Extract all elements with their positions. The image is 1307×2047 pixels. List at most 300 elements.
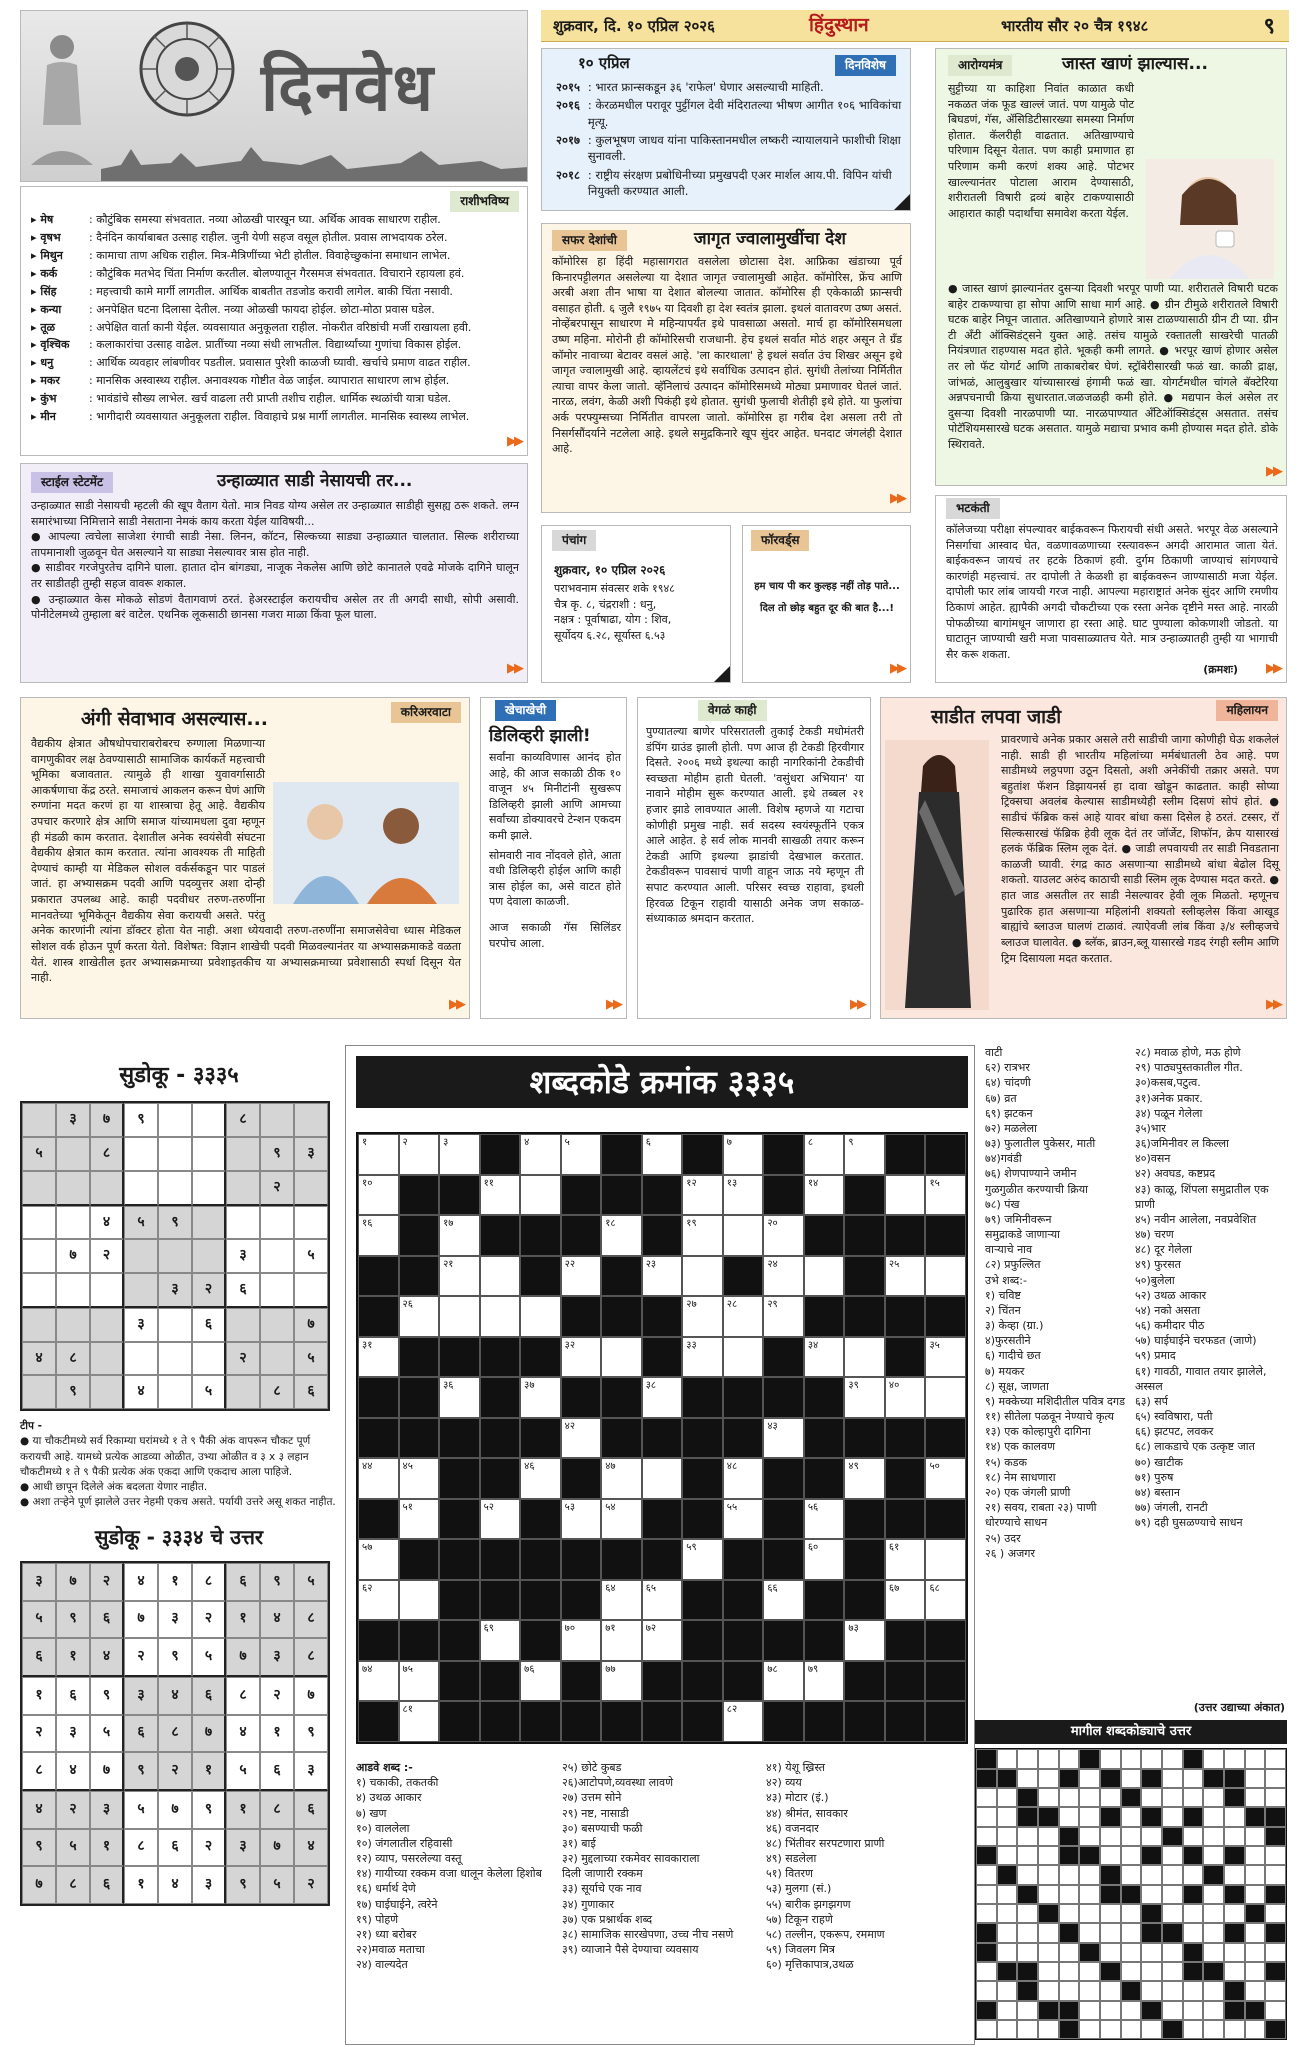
previous-answer-cell (976, 1943, 997, 1962)
sudoku-cell[interactable] (192, 1239, 226, 1273)
crossword-cell[interactable] (480, 1175, 521, 1216)
crossword-cell[interactable] (561, 1620, 602, 1661)
sudoku-cell[interactable] (56, 1308, 90, 1342)
forwards-text (751, 580, 903, 616)
sudoku-cell[interactable] (226, 1137, 260, 1171)
down-clue: ६४) चांदणी (985, 1076, 1031, 1090)
crossword-cell[interactable] (520, 1296, 561, 1337)
previous-answer-cell (1100, 1943, 1121, 1962)
read-more-icon: ▶▶ (449, 996, 463, 1012)
crossword-cell[interactable] (682, 1175, 723, 1216)
crossword-cell[interactable] (682, 1337, 723, 1378)
crossword-black-cell (439, 1418, 480, 1459)
crossword-cell[interactable] (925, 1256, 966, 1297)
sudoku-cell[interactable] (260, 1308, 294, 1342)
sudoku-cell[interactable] (90, 1342, 124, 1376)
sudoku-cell[interactable] (56, 1137, 90, 1171)
crossword-black-cell (561, 1175, 602, 1216)
clue-number: ४९ (848, 1461, 859, 1473)
read-more-icon: ▶▶ (1266, 463, 1280, 479)
sudoku-answer-cell: ६ (192, 1677, 226, 1715)
previous-answer-cell (1100, 1749, 1121, 1768)
previous-answer-grid (975, 1748, 1287, 2040)
clue-number: ७० (564, 1623, 576, 1635)
crossword-cell[interactable] (561, 1256, 602, 1297)
crossword-black-cell (399, 1377, 440, 1418)
sudoku-cell[interactable] (260, 1239, 294, 1273)
previous-answer-cell (1079, 1923, 1100, 1942)
previous-answer-cell (1265, 1981, 1286, 2000)
crossword-cell[interactable] (399, 1661, 440, 1702)
read-more-icon: ▶▶ (1266, 660, 1280, 676)
previous-answer-cell (1162, 1943, 1183, 1962)
crossword-cell[interactable] (804, 1661, 845, 1702)
sudoku-cell[interactable] (226, 1375, 260, 1409)
crossword-cell[interactable] (358, 1337, 399, 1378)
down-clue: वाटी (985, 1046, 1003, 1059)
crossword-cell[interactable] (399, 1458, 440, 1499)
zodiac-prediction: : कौटुंबिक मतभेद चिंता निर्माण करतील. बोलण्यातून गैरसमज संभवतात. विचाराने रहायला हवं. (89, 266, 465, 280)
previous-answer-cell (1059, 1943, 1080, 1962)
kariyar-tag: करिअरवाटा (391, 702, 461, 723)
clue-number: ४७ (605, 1461, 616, 1473)
sudoku-cell: ५ (124, 1206, 158, 1240)
previous-answer-cell (1100, 1885, 1121, 1904)
previous-answer-cell (1162, 1865, 1183, 1884)
khechakhechi-box (480, 697, 627, 1019)
sudoku-cell[interactable] (22, 1375, 56, 1409)
crossword-cell[interactable] (399, 1701, 440, 1742)
sudoku-cell[interactable] (22, 1206, 56, 1240)
crossword-cell[interactable] (520, 1661, 561, 1702)
previous-answer-cell (1162, 1885, 1183, 1904)
crossword-cell[interactable] (439, 1215, 480, 1256)
crossword-cell[interactable] (804, 1256, 845, 1297)
sudoku-cell[interactable] (294, 1103, 328, 1137)
crossword-cell[interactable] (804, 1175, 845, 1216)
crossword-cell[interactable] (399, 1134, 440, 1175)
crossword-black-cell (804, 1377, 845, 1418)
crossword-cell[interactable] (561, 1134, 602, 1175)
event-text: : केरळमधील परावूर पुट्टींगल देवी मंदिरातल्या भीषण आगीत १०६ भाविकांचा मृत्यू. (587, 98, 902, 129)
clue-number: ५५ (726, 1501, 738, 1513)
read-more-icon: ▶▶ (507, 433, 521, 449)
crossword-cell[interactable] (358, 1539, 399, 1580)
crossword-cell[interactable] (561, 1337, 602, 1378)
crossword-cell[interactable] (723, 1499, 764, 1540)
clue-number: ११ (483, 1177, 494, 1189)
crossword-cell[interactable] (601, 1620, 642, 1661)
crossword-cell[interactable] (642, 1134, 683, 1175)
crossword-black-cell (925, 1296, 966, 1337)
crossword-cell[interactable] (601, 1215, 642, 1256)
sudoku-cell[interactable] (22, 1308, 56, 1342)
crossword-cell[interactable] (480, 1296, 521, 1337)
crossword-cell[interactable] (520, 1134, 561, 1175)
sudoku-cell[interactable] (124, 1273, 158, 1308)
crossword-cell[interactable] (358, 1661, 399, 1702)
sudoku-cell[interactable] (124, 1171, 158, 1206)
crossword-cell[interactable] (439, 1377, 480, 1418)
down-clue: ४०)वसन (1135, 1152, 1171, 1166)
sudoku-answer-cell: ७ (294, 1677, 328, 1715)
crossword-cell[interactable] (723, 1134, 764, 1175)
crossword-black-cell (642, 1499, 683, 1540)
crossword-cell[interactable] (520, 1458, 561, 1499)
brand-logo: हिंदुस्थान (809, 14, 869, 36)
previous-answer-cell (1038, 1788, 1059, 1807)
crossword-cell[interactable] (885, 1539, 926, 1580)
down-clue: २१) सवय, राबता २३) पाणी धोरण्याचे साधन (985, 1501, 1097, 1530)
sudoku-cell[interactable] (22, 1239, 56, 1273)
sudoku-cell[interactable] (192, 1206, 226, 1240)
clue-number: १८ (605, 1218, 616, 1230)
crossword-black-cell (399, 1620, 440, 1661)
previous-answer-cell (1203, 1885, 1224, 1904)
sudoku-cell[interactable] (260, 1103, 294, 1137)
clue-number: ७२ (645, 1623, 657, 1635)
sudoku-cell[interactable] (90, 1273, 124, 1308)
crossword-cell[interactable] (723, 1215, 764, 1256)
crossword-black-cell (885, 1296, 926, 1337)
crossword-cell[interactable] (358, 1580, 399, 1621)
previous-answer-cell (1224, 2001, 1245, 2020)
sudoku-answer-cell: ४ (90, 1638, 124, 1677)
crossword-cell[interactable] (844, 1620, 885, 1661)
sudoku-answer-cell: ८ (294, 1638, 328, 1677)
clue-number: २९ (767, 1299, 778, 1311)
horoscope-item (31, 301, 521, 319)
crossword-cell[interactable] (723, 1296, 764, 1337)
crossword-cell[interactable] (723, 1701, 764, 1742)
crossword-cell[interactable] (358, 1134, 399, 1175)
sudoku-cell[interactable] (260, 1273, 294, 1308)
sudoku-answer-cell: ८ (124, 1829, 158, 1867)
crossword-cell[interactable] (642, 1377, 683, 1418)
previous-answer-cell (1038, 1846, 1059, 1865)
across-clue: १०) जंगलातील रहिवासी (356, 1836, 453, 1850)
sudoku-cell[interactable] (158, 1239, 192, 1273)
previous-answer-cell (1038, 1981, 1059, 2000)
sudoku-cell: ९ (260, 1137, 294, 1171)
khechakhechi-para: सोमवारी नाव नोंदवले होते, आता वधी डिलिव्हरी होईल आणि काही त्रास होईल का, असे वाटत होते पण देवाला काळजी. (489, 848, 621, 909)
previous-answer-cell (1141, 1788, 1162, 1807)
previous-answer-cell (1245, 1943, 1266, 1962)
clue-number: २६ (402, 1299, 413, 1311)
down-clue: ५६) कमीदार पीठ (1135, 1319, 1205, 1333)
sudoku-cell[interactable] (192, 1171, 226, 1206)
sudoku-cell[interactable] (158, 1342, 192, 1376)
down-clue: ६६) झटपट, लवकर (1135, 1425, 1214, 1439)
style-box (20, 463, 528, 683)
crossword-cell[interactable] (844, 1337, 885, 1378)
arogya-intro: सुट्टीच्या या काहिशा निवांत काळात कधी नकळत जंक फूड खाल्लं जातं. पण यामुळे पोट बिघडणं, गॅस, ॲसिडिटीसारख्या समस्या निर्माण होतात. कॅलरीही वाढतात. अतिखाण्याचे परिणाम दिसून येतात. पण काही प्रमाणात हा परिणाम कमी करणं शक्य आहे. पोटभर खाल्ल्यानंतर पोटाला आराम देण्यासाठी, शरीरातली विषारी द्रव्यं बाहेर टाकण्यासाठी आहारात काही पदार्थांचा समावेश करता येईल. (948, 82, 1134, 220)
clue-number: ५१ (402, 1501, 413, 1513)
crossword-cell[interactable] (480, 1620, 521, 1661)
crossword-cell[interactable] (844, 1458, 885, 1499)
crossword-cell[interactable] (885, 1580, 926, 1621)
crossword-black-cell (925, 1620, 966, 1661)
sudoku-grid[interactable] (20, 1101, 330, 1411)
crossword-black-cell (804, 1418, 845, 1459)
crossword-cell[interactable] (682, 1539, 723, 1580)
sudoku-cell: ८ (90, 1137, 124, 1171)
crossword-cell[interactable] (763, 1580, 804, 1621)
sudoku-cell[interactable] (226, 1171, 260, 1206)
crossword-cell[interactable] (804, 1499, 845, 1540)
crossword-cell[interactable] (480, 1256, 521, 1297)
sudoku-answer-title: सुडोकू - ३३३४ चे उत्तर (94, 1524, 264, 1549)
down-clue: ७) मयकर (985, 1364, 1025, 1378)
crossword-cell[interactable] (682, 1256, 723, 1297)
previous-answer-cell (1079, 2001, 1100, 2020)
header-saka-date: भारतीय सौर २० चैत्र १९४८ (1001, 17, 1149, 35)
clue-number: ४४ (362, 1461, 373, 1473)
crossword-cell[interactable] (682, 1296, 723, 1337)
across-clue: १७) घाईघाईने, त्वरेने (356, 1897, 438, 1911)
crossword-black-cell (480, 1134, 521, 1175)
previous-answer-cell (1038, 2001, 1059, 2020)
crossword-cell[interactable] (520, 1175, 561, 1216)
corner-marker (894, 194, 910, 210)
crossword-cell[interactable] (642, 1458, 683, 1499)
sudoku-section (20, 1060, 338, 1906)
crossword-cell[interactable] (723, 1175, 764, 1216)
crossword-cell[interactable] (480, 1499, 521, 1540)
sudoku-answer-cell: १ (158, 1563, 192, 1601)
sudoku-cell[interactable] (124, 1239, 158, 1273)
tips-title: टीप - (20, 1420, 42, 1433)
crossword-cell[interactable] (723, 1337, 764, 1378)
crossword-cell[interactable] (763, 1215, 804, 1256)
crossword-cell[interactable] (925, 1377, 966, 1418)
crossword-cell[interactable] (561, 1418, 602, 1459)
previous-answer-cell (1224, 1962, 1245, 1981)
crossword-cell[interactable] (561, 1499, 602, 1540)
crossword-cell[interactable] (520, 1377, 561, 1418)
sudoku-cell[interactable] (294, 1273, 328, 1308)
crossword-black-cell (885, 1661, 926, 1702)
read-more-icon: ▶▶ (1266, 996, 1280, 1012)
page-header (541, 10, 1289, 42)
previous-answer-cell (1100, 1769, 1121, 1788)
panchang-line: चैत्र कृ. ८, चंद्रराशी : धनु, (554, 597, 657, 611)
crossword-cell[interactable] (601, 1499, 642, 1540)
crossword-cell[interactable] (804, 1539, 845, 1580)
down-clue: ७९) जमिनीवरून (985, 1212, 1052, 1226)
crossword-cell[interactable] (804, 1134, 845, 1175)
clue-number: ५९ (686, 1542, 697, 1554)
sudoku-cell: ९ (124, 1103, 158, 1137)
crossword-cell[interactable] (925, 1337, 966, 1378)
sudoku-cell[interactable] (90, 1375, 124, 1409)
sudoku-answer-grid (20, 1561, 330, 1906)
crossword-cell[interactable] (439, 1296, 480, 1337)
previous-answer-cell (976, 1962, 997, 1981)
previous-answer-cell (1183, 1788, 1204, 1807)
sudoku-cell[interactable] (56, 1273, 90, 1308)
crossword-black-cell (844, 1580, 885, 1621)
previous-answer-cell (1100, 2020, 1121, 2039)
sudoku-cell: ३ (294, 1137, 328, 1171)
sudoku-answer-cell: ९ (192, 1791, 226, 1829)
crossword-cell[interactable] (804, 1337, 845, 1378)
clue-number: ७८ (767, 1663, 778, 1675)
sudoku-cell[interactable] (124, 1137, 158, 1171)
sudoku-cell[interactable] (90, 1171, 124, 1206)
crossword-black-cell (763, 1377, 804, 1418)
crossword-cell[interactable] (642, 1580, 683, 1621)
crossword-cell[interactable] (439, 1134, 480, 1175)
previous-answer-cell (1224, 1943, 1245, 1962)
crossword-black-cell (561, 1661, 602, 1702)
sudoku-answer-cell: २ (260, 1677, 294, 1715)
sudoku-cell[interactable] (260, 1342, 294, 1376)
clue-number: ६० (807, 1542, 819, 1554)
previous-answer-cell (1121, 1885, 1142, 1904)
previous-answer-cell (1203, 1846, 1224, 1865)
sudoku-cell[interactable] (158, 1137, 192, 1171)
crossword-cell[interactable] (925, 1458, 966, 1499)
saree-intro: प्रावरणाचे अनेक प्रकार असले तरी साडीची जागा कोणीही घेऊ शकलेलं नाही. साडी ही भारतीय महिलांच्या मर्मबंधातली ठेव आहे. पण साडीमध्ये लठ्ठपणा उठून दिसतो, अशी अनेकींची तक्रार असते. पण बहुतांश फॅशन डिझायनर्स हा दावा खोडून काढतात. काही सोप्या ट्रिक्सचा अवलंब केल्यास साडीमध्येही स्लीम दिसणं सोपं होतं. (1001, 733, 1279, 809)
crossword-black-cell (439, 1620, 480, 1661)
crossword-cell[interactable] (885, 1256, 926, 1297)
previous-answer-cell (976, 1769, 997, 1788)
crossword-cell[interactable] (723, 1458, 764, 1499)
previous-answer-cell (1224, 1981, 1245, 2000)
crossword-cell[interactable] (925, 1580, 966, 1621)
crossword-cell[interactable] (399, 1580, 440, 1621)
crossword-black-cell (763, 1701, 804, 1742)
safar-tag: सफर देशांची (552, 230, 627, 251)
crossword-black-cell (844, 1701, 885, 1742)
crossword-cell[interactable] (763, 1256, 804, 1297)
crossword-cell[interactable] (844, 1134, 885, 1175)
sudoku-answer-cell: ७ (90, 1752, 124, 1791)
sudoku-cell[interactable] (22, 1103, 56, 1137)
crossword-black-cell (439, 1337, 480, 1378)
crossword-cell[interactable] (399, 1499, 440, 1540)
horoscope-item (31, 229, 521, 247)
crossword-cell[interactable] (439, 1256, 480, 1297)
sudoku-cell[interactable] (158, 1375, 192, 1409)
clue-number: ७४ (362, 1663, 373, 1675)
crossword-cell[interactable] (763, 1296, 804, 1337)
masthead-banner (20, 10, 528, 182)
crossword-cell[interactable] (885, 1377, 926, 1418)
sudoku-cell[interactable] (260, 1206, 294, 1240)
crossword-cell[interactable] (601, 1337, 642, 1378)
sudoku-answer-cell: ८ (260, 1791, 294, 1829)
previous-answer-cell (1224, 1807, 1245, 1826)
crossword-black-cell (682, 1499, 723, 1540)
sudoku-cell[interactable] (22, 1171, 56, 1206)
sudoku-cell: ६ (226, 1273, 260, 1308)
sudoku-cell[interactable] (192, 1103, 226, 1137)
zodiac-sign: ▸ तूळ (31, 320, 55, 334)
crossword-black-cell (358, 1701, 399, 1742)
sudoku-cell[interactable] (158, 1308, 192, 1342)
clue-number: ३५ (929, 1339, 940, 1351)
sudoku-cell[interactable] (56, 1206, 90, 1240)
previous-answer-cell (1162, 1846, 1183, 1865)
crossword-black-cell (480, 1539, 521, 1580)
down-clue: ६२) रात्रभर (985, 1061, 1030, 1075)
crossword-cell[interactable] (885, 1175, 926, 1216)
crossword-cell[interactable] (925, 1539, 966, 1580)
previous-answer-cell (1059, 1827, 1080, 1846)
clue-number: ४० (888, 1380, 900, 1392)
crossword-black-cell (601, 1539, 642, 1580)
crossword-cell[interactable] (763, 1418, 804, 1459)
sudoku-cell[interactable] (192, 1137, 226, 1171)
crossword-cell[interactable] (642, 1256, 683, 1297)
sudoku-cell[interactable] (22, 1273, 56, 1308)
previous-answer-cell (976, 1904, 997, 1923)
previous-answer-cell (1059, 1769, 1080, 1788)
crossword-cell[interactable] (844, 1377, 885, 1418)
sudoku-cell: ९ (158, 1206, 192, 1240)
previous-answer-cell (1038, 1769, 1059, 1788)
previous-answer-cell (1265, 1788, 1286, 1807)
crossword-grid[interactable] (356, 1132, 968, 1744)
previous-answer-cell (1203, 1827, 1224, 1846)
sudoku-cell[interactable] (294, 1206, 328, 1240)
clue-number: ७७ (605, 1663, 616, 1675)
previous-answer-cell (1224, 1788, 1245, 1807)
kariyar-title: अंगी सेवाभाव असल्यास... (81, 708, 269, 730)
sudoku-cell[interactable] (90, 1308, 124, 1342)
crossword-cell[interactable] (358, 1175, 399, 1216)
previous-answer-cell (976, 1788, 997, 1807)
down-clue: ६५) स्वविषारा, पती (1135, 1410, 1213, 1424)
crossword-cell[interactable] (399, 1296, 440, 1337)
crossword-cell[interactable] (925, 1175, 966, 1216)
crossword-cell[interactable] (601, 1458, 642, 1499)
sudoku-cell[interactable] (158, 1171, 192, 1206)
sudoku-cell[interactable] (226, 1308, 260, 1342)
crossword-cell[interactable] (358, 1215, 399, 1256)
sudoku-cell[interactable] (124, 1342, 158, 1376)
previous-answer-cell (1224, 1769, 1245, 1788)
crossword-cell[interactable] (682, 1215, 723, 1256)
previous-answer-cell (1245, 1981, 1266, 2000)
sudoku-cell[interactable] (294, 1171, 328, 1206)
previous-answer-cell (1017, 1904, 1038, 1923)
previous-answer-cell (1183, 1807, 1204, 1826)
crossword-black-cell (601, 1701, 642, 1742)
previous-answer-cell (1245, 1846, 1266, 1865)
crossword-black-cell (763, 1175, 804, 1216)
crossword-cell[interactable] (642, 1620, 683, 1661)
sudoku-answer-cell: २ (22, 1715, 56, 1753)
clue-number: ५६ (807, 1501, 819, 1513)
previous-answer-cell (1079, 1769, 1100, 1788)
sudoku-cell: ३ (158, 1273, 192, 1308)
sudoku-cell[interactable] (158, 1103, 192, 1137)
crossword-cell[interactable] (601, 1661, 642, 1702)
crossword-cell[interactable] (601, 1580, 642, 1621)
sudoku-cell[interactable] (56, 1171, 90, 1206)
saree-tag: महिलायन (1216, 700, 1278, 721)
crossword-cell[interactable] (358, 1458, 399, 1499)
sudoku-answer-cell: ६ (22, 1638, 56, 1677)
dinvishesh-event (556, 132, 902, 165)
sudoku-cell[interactable] (192, 1342, 226, 1376)
previous-answer-cell (1183, 1769, 1204, 1788)
sudoku-cell[interactable] (226, 1206, 260, 1240)
crossword-cell[interactable] (763, 1661, 804, 1702)
